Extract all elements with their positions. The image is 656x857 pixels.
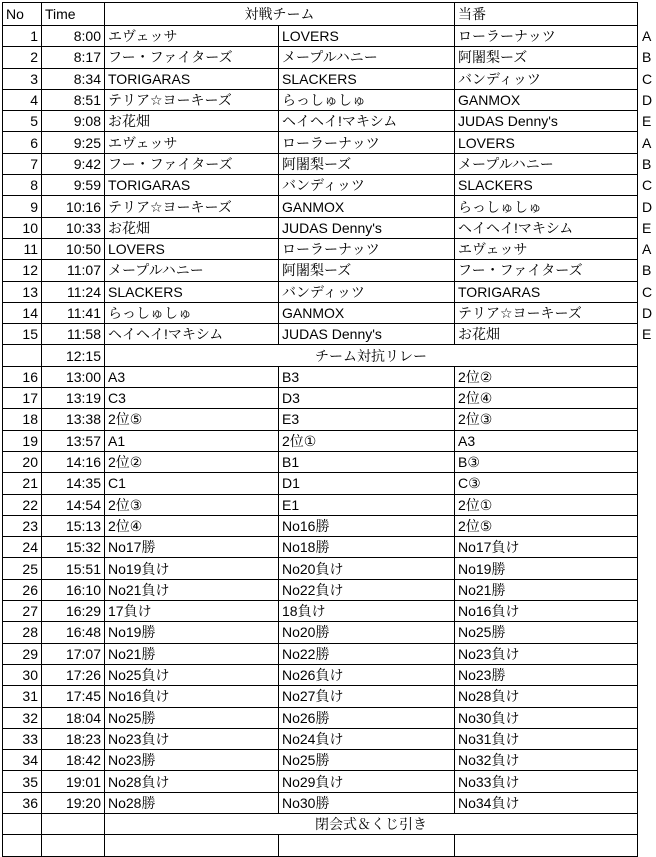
row-time: 9:25: [42, 132, 105, 153]
duty-cell: C③: [455, 473, 638, 494]
match-row: [3, 792, 656, 813]
court-letter: [638, 664, 656, 685]
row-no: 20: [3, 451, 42, 472]
row-no: 9: [3, 196, 42, 217]
team-cell-2: No20負け: [279, 558, 455, 579]
row-time: 11:07: [42, 260, 105, 281]
row-no: [3, 835, 42, 856]
court-letter: [638, 451, 656, 472]
match-row: [3, 537, 656, 558]
duty-cell: ヘイヘイ!マキシム: [455, 217, 638, 238]
duty-cell: テリア☆ヨーキーズ: [455, 302, 638, 323]
court-letter: [638, 707, 656, 728]
team-cell-1: No28勝: [105, 792, 279, 813]
team-cell-1: A1: [105, 430, 279, 451]
row-time: 14:35: [42, 473, 105, 494]
team-cell-2: No16勝: [279, 515, 455, 536]
team-cell-2: D1: [279, 473, 455, 494]
row-time: 8:00: [42, 26, 105, 47]
court-letter: D: [638, 196, 656, 217]
row-no: 3: [3, 68, 42, 89]
duty-cell: A3: [455, 430, 638, 451]
match-row: [3, 409, 656, 430]
match-row: [3, 132, 656, 153]
court-letter: C: [638, 68, 656, 89]
duty-cell: 2位⑤: [455, 515, 638, 536]
row-no: 12: [3, 260, 42, 281]
row-letter-spacer: [638, 835, 656, 856]
team-cell-2: ヘイヘイ!マキシム: [279, 111, 455, 132]
row-no: 36: [3, 792, 42, 813]
closing-row: [3, 813, 656, 834]
court-letter: [638, 430, 656, 451]
team-cell-2: LOVERS: [279, 26, 455, 47]
team-cell-2: メープルハニー: [279, 47, 455, 68]
row-no: 13: [3, 281, 42, 302]
header-no: No: [3, 3, 42, 26]
row-no: 30: [3, 664, 42, 685]
team-cell-2: E3: [279, 409, 455, 430]
row-no: 22: [3, 494, 42, 515]
team-cell-1: TORIGARAS: [105, 68, 279, 89]
match-row: [3, 89, 656, 110]
row-time: 16:29: [42, 601, 105, 622]
match-row: [3, 388, 656, 409]
duty-cell: バンディッツ: [455, 68, 638, 89]
row-time: 10:33: [42, 217, 105, 238]
court-letter: D: [638, 302, 656, 323]
team-cell-2: D3: [279, 388, 455, 409]
row-no: 7: [3, 153, 42, 174]
duty-cell: ローラーナッツ: [455, 26, 638, 47]
empty-row: [3, 835, 656, 856]
duty-cell: No25勝: [455, 622, 638, 643]
team-cell-1: No19勝: [105, 622, 279, 643]
match-row: [3, 68, 656, 89]
team-cell-2: ローラーナッツ: [279, 132, 455, 153]
row-no: 15: [3, 324, 42, 345]
team-cell-2: No26勝: [279, 707, 455, 728]
row-no: 11: [3, 238, 42, 259]
team-cell-2: No29負け: [279, 771, 455, 792]
duty-cell: GANMOX: [455, 89, 638, 110]
team-cell-1: お花畑: [105, 111, 279, 132]
match-row: [3, 664, 656, 685]
duty-cell: B③: [455, 451, 638, 472]
row-time: 13:57: [42, 430, 105, 451]
team-cell-1: フー・ファイターズ: [105, 153, 279, 174]
row-time: 19:01: [42, 771, 105, 792]
team-cell-2: バンディッツ: [279, 175, 455, 196]
row-time: 15:32: [42, 537, 105, 558]
duty-cell: No17負け: [455, 537, 638, 558]
header-letter-spacer: [638, 3, 656, 26]
row-no: 25: [3, 558, 42, 579]
court-letter: A: [638, 26, 656, 47]
team-cell-2: B3: [279, 366, 455, 387]
court-letter: B: [638, 47, 656, 68]
team-cell-1: フー・ファイターズ: [105, 47, 279, 68]
duty-cell: らっしゅしゅ: [455, 196, 638, 217]
match-row: [3, 430, 656, 451]
court-letter: B: [638, 260, 656, 281]
team-cell-2: らっしゅしゅ: [279, 89, 455, 110]
row-no: 24: [3, 537, 42, 558]
match-row: [3, 281, 656, 302]
match-row: [3, 622, 656, 643]
row-time: 17:45: [42, 686, 105, 707]
team-cell-2: JUDAS Denny's: [279, 217, 455, 238]
court-letter: [638, 686, 656, 707]
match-row: [3, 494, 656, 515]
row-no: 6: [3, 132, 42, 153]
court-letter: [638, 537, 656, 558]
row-time: 9:42: [42, 153, 105, 174]
row-no: 19: [3, 430, 42, 451]
schedule-table: [2, 2, 656, 857]
team-cell-1: LOVERS: [105, 238, 279, 259]
duty-cell: No16負け: [455, 601, 638, 622]
team-cell-2: No18勝: [279, 537, 455, 558]
duty-cell: No21勝: [455, 579, 638, 600]
row-no: 26: [3, 579, 42, 600]
court-letter: [638, 643, 656, 664]
row-time: 15:51: [42, 558, 105, 579]
row-time: [42, 813, 105, 834]
court-letter: [638, 515, 656, 536]
team-cell-1: ヘイヘイ!マキシム: [105, 324, 279, 345]
row-time: 9:08: [42, 111, 105, 132]
header-teams: 対戦チーム: [105, 3, 455, 26]
match-row: [3, 473, 656, 494]
court-letter: [638, 750, 656, 771]
row-time: 11:41: [42, 302, 105, 323]
duty-cell: No23負け: [455, 643, 638, 664]
row-no: 29: [3, 643, 42, 664]
row-time: 17:07: [42, 643, 105, 664]
match-row: [3, 451, 656, 472]
duty-cell: No31負け: [455, 728, 638, 749]
row-time: 18:23: [42, 728, 105, 749]
court-letter: A: [638, 238, 656, 259]
row-no: 23: [3, 515, 42, 536]
row-time: 10:50: [42, 238, 105, 259]
team-cell-1: エヴェッサ: [105, 132, 279, 153]
schedule-table-body: [3, 3, 656, 857]
court-letter: B: [638, 153, 656, 174]
court-letter: [638, 494, 656, 515]
team-cell-1: A3: [105, 366, 279, 387]
team-cell-2: No22勝: [279, 643, 455, 664]
row-no: 21: [3, 473, 42, 494]
team-cell-2: 2位①: [279, 430, 455, 451]
match-row: [3, 260, 656, 281]
match-row: [3, 515, 656, 536]
match-row: [3, 47, 656, 68]
row-time: 13:00: [42, 366, 105, 387]
row-letter-spacer: [638, 813, 656, 834]
team-cell-1: 2位⑤: [105, 409, 279, 430]
match-row: [3, 771, 656, 792]
court-letter: D: [638, 89, 656, 110]
row-time: 14:54: [42, 494, 105, 515]
team-cell-2: SLACKERS: [279, 68, 455, 89]
team-cell-1: メープルハニー: [105, 260, 279, 281]
row-time: 19:20: [42, 792, 105, 813]
row-time: 8:17: [42, 47, 105, 68]
row-no: 35: [3, 771, 42, 792]
duty-cell: 阿闍梨ーズ: [455, 47, 638, 68]
row-no: 17: [3, 388, 42, 409]
duty-cell: No23勝: [455, 664, 638, 685]
team-cell-2: JUDAS Denny's: [279, 324, 455, 345]
team-cell-1: 2位③: [105, 494, 279, 515]
team-cell-2: No30勝: [279, 792, 455, 813]
team-cell-1: らっしゅしゅ: [105, 302, 279, 323]
team-cell-1: No16負け: [105, 686, 279, 707]
court-letter: [638, 622, 656, 643]
row-time: 14:16: [42, 451, 105, 472]
team-cell-1: No17勝: [105, 537, 279, 558]
duty-cell: 2位②: [455, 366, 638, 387]
row-no: 27: [3, 601, 42, 622]
team-cell-1: No23負け: [105, 728, 279, 749]
row-time: 9:59: [42, 175, 105, 196]
header-duty: 当番: [455, 3, 638, 26]
row-time: 11:58: [42, 324, 105, 345]
match-row: [3, 175, 656, 196]
row-no: 32: [3, 707, 42, 728]
court-letter: [638, 473, 656, 494]
court-letter: [638, 792, 656, 813]
row-no: 18: [3, 409, 42, 430]
row-no: 10: [3, 217, 42, 238]
match-row: [3, 302, 656, 323]
team-cell-2: 阿闍梨ーズ: [279, 153, 455, 174]
match-row: [3, 324, 656, 345]
row-time: 11:24: [42, 281, 105, 302]
row-time: 18:04: [42, 707, 105, 728]
match-row: [3, 728, 656, 749]
row-no: 28: [3, 622, 42, 643]
team-cell-1: No25負け: [105, 664, 279, 685]
duty-cell: No33負け: [455, 771, 638, 792]
team-cell-2: B1: [279, 451, 455, 472]
row-time: 8:34: [42, 68, 105, 89]
row-time: 16:10: [42, 579, 105, 600]
team-cell-1: No23勝: [105, 750, 279, 771]
court-letter: [638, 728, 656, 749]
row-no: 31: [3, 686, 42, 707]
team-cell-2: No22負け: [279, 579, 455, 600]
team-cell-2: バンディッツ: [279, 281, 455, 302]
duty-cell: 2位④: [455, 388, 638, 409]
match-row: [3, 643, 656, 664]
duty-cell: No32負け: [455, 750, 638, 771]
team-cell-1: お花畑: [105, 217, 279, 238]
match-row: [3, 111, 656, 132]
duty-cell: 2位③: [455, 409, 638, 430]
row-no: 8: [3, 175, 42, 196]
team-cell-2: [279, 835, 455, 856]
match-row: [3, 366, 656, 387]
duty-cell: お花畑: [455, 324, 638, 345]
duty-cell: SLACKERS: [455, 175, 638, 196]
team-cell-1: 2位②: [105, 451, 279, 472]
team-cell-1: テリア☆ヨーキーズ: [105, 89, 279, 110]
team-cell-1: SLACKERS: [105, 281, 279, 302]
team-cell-1: 2位④: [105, 515, 279, 536]
duty-cell: TORIGARAS: [455, 281, 638, 302]
match-row: [3, 686, 656, 707]
duty-cell: LOVERS: [455, 132, 638, 153]
court-letter: [638, 366, 656, 387]
team-cell-1: No21負け: [105, 579, 279, 600]
row-no: 33: [3, 728, 42, 749]
team-cell-2: No27負け: [279, 686, 455, 707]
court-letter: C: [638, 175, 656, 196]
duty-cell: 2位①: [455, 494, 638, 515]
row-no: 34: [3, 750, 42, 771]
team-cell-2: GANMOX: [279, 196, 455, 217]
duty-cell: メープルハニー: [455, 153, 638, 174]
duty-cell: [455, 835, 638, 856]
row-no: 5: [3, 111, 42, 132]
court-letter: [638, 388, 656, 409]
relay-row: [3, 345, 656, 366]
duty-cell: No19勝: [455, 558, 638, 579]
closing-label: 閉会式＆くじ引き: [105, 813, 638, 834]
match-row: [3, 217, 656, 238]
team-cell-2: 阿闍梨ーズ: [279, 260, 455, 281]
row-no: 1: [3, 26, 42, 47]
duty-cell: No28負け: [455, 686, 638, 707]
row-no: 2: [3, 47, 42, 68]
team-cell-2: GANMOX: [279, 302, 455, 323]
court-letter: [638, 579, 656, 600]
match-row: [3, 750, 656, 771]
court-letter: E: [638, 111, 656, 132]
team-cell-1: C1: [105, 473, 279, 494]
row-time: 8:51: [42, 89, 105, 110]
row-time: 16:48: [42, 622, 105, 643]
team-cell-2: No25勝: [279, 750, 455, 771]
row-time: 15:13: [42, 515, 105, 536]
duty-cell: エヴェッサ: [455, 238, 638, 259]
team-cell-1: 17負け: [105, 601, 279, 622]
row-time: 13:19: [42, 388, 105, 409]
team-cell-2: No24負け: [279, 728, 455, 749]
row-no: [3, 345, 42, 366]
duty-cell: No34負け: [455, 792, 638, 813]
team-cell-1: No19負け: [105, 558, 279, 579]
team-cell-1: No21勝: [105, 643, 279, 664]
match-row: [3, 558, 656, 579]
duty-cell: JUDAS Denny's: [455, 111, 638, 132]
row-time: 10:16: [42, 196, 105, 217]
row-no: [3, 813, 42, 834]
court-letter: [638, 601, 656, 622]
relay-label: チーム対抗リレー: [105, 345, 638, 366]
court-letter: E: [638, 324, 656, 345]
team-cell-1: エヴェッサ: [105, 26, 279, 47]
team-cell-2: No26負け: [279, 664, 455, 685]
court-letter: E: [638, 217, 656, 238]
header-row: [3, 3, 656, 26]
header-time: Time: [42, 3, 105, 26]
match-row: [3, 238, 656, 259]
team-cell-1: TORIGARAS: [105, 175, 279, 196]
duty-cell: フー・ファイターズ: [455, 260, 638, 281]
row-no: 4: [3, 89, 42, 110]
row-time: 18:42: [42, 750, 105, 771]
team-cell-2: E1: [279, 494, 455, 515]
row-time: [42, 835, 105, 856]
row-time: 17:26: [42, 664, 105, 685]
team-cell-1: No28負け: [105, 771, 279, 792]
team-cell-2: ローラーナッツ: [279, 238, 455, 259]
row-no: 14: [3, 302, 42, 323]
team-cell-1: C3: [105, 388, 279, 409]
match-row: [3, 196, 656, 217]
match-row: [3, 601, 656, 622]
team-cell-1: [105, 835, 279, 856]
court-letter: [638, 409, 656, 430]
court-letter: C: [638, 281, 656, 302]
court-letter: [638, 771, 656, 792]
match-row: [3, 579, 656, 600]
court-letter: [638, 558, 656, 579]
court-letter: A: [638, 132, 656, 153]
team-cell-2: No20勝: [279, 622, 455, 643]
row-time: 12:15: [42, 345, 105, 366]
team-cell-1: テリア☆ヨーキーズ: [105, 196, 279, 217]
team-cell-1: No25勝: [105, 707, 279, 728]
match-row: [3, 26, 656, 47]
match-row: [3, 153, 656, 174]
duty-cell: No30負け: [455, 707, 638, 728]
row-time: 13:38: [42, 409, 105, 430]
match-row: [3, 707, 656, 728]
row-letter-spacer: [638, 345, 656, 366]
team-cell-2: 18負け: [279, 601, 455, 622]
row-no: 16: [3, 366, 42, 387]
